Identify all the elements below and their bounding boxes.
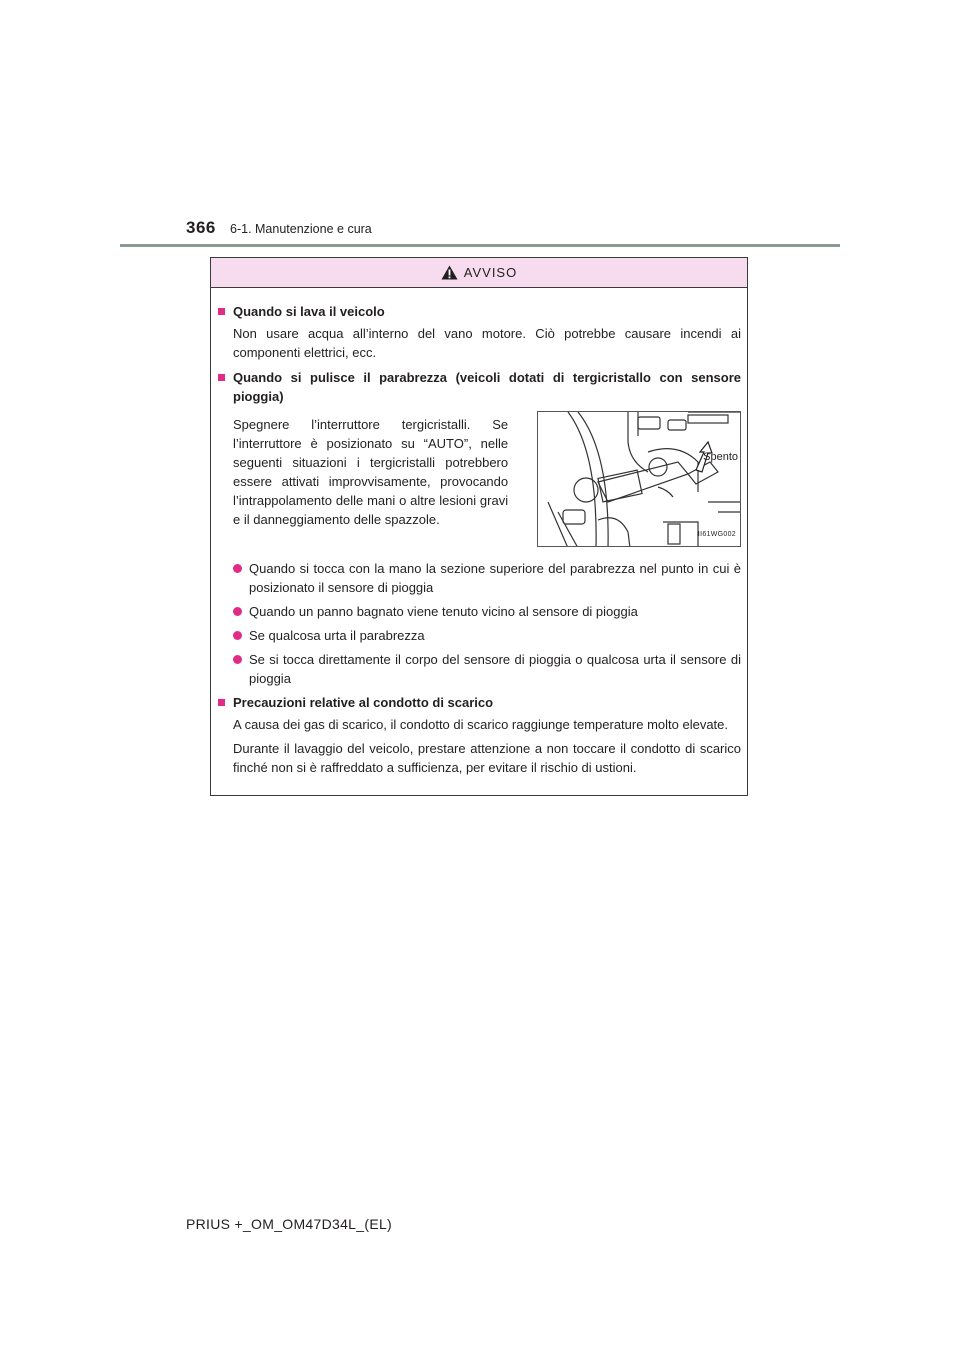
list-item-text: Se qualcosa urta il parabrezza [249,628,425,643]
round-bullet-icon [233,655,242,664]
list-item-text: Quando un panno bagnato viene tenuto vicino al sensore di pioggia [249,604,638,619]
figure-code: II61WG002 [697,531,736,538]
square-bullet-icon [218,699,225,706]
list-item [233,602,741,621]
list-item-text: Quando si tocca con la mano la sezione superiore del parabrezza nel punto in cui è posizionato il sensore di pioggia [249,561,741,595]
heading-text: Precauzioni relative al condotto di scarico [233,695,494,710]
list-item-text: Se si tocca direttamente il corpo del sensore di pioggia o qualcosa urta il sensore di pioggia [249,652,741,686]
warning-body [211,288,747,777]
warning-triangle-icon [441,265,458,280]
paragraph-exhaust-1: A causa dei gas di scarico, il condotto di scarico raggiunge temperature molto elevate. [233,717,728,732]
paragraph-washing: Non usare acqua all’interno del vano motore. Ciò potrebbe causare incendi ai componenti elettrici, ecc. [233,326,741,360]
warning-box [210,257,748,796]
section-heading-exhaust [217,693,741,712]
page-number: 366 [186,218,216,237]
square-bullet-icon [218,308,225,315]
list-item [233,650,741,688]
warning-header [211,258,747,288]
square-bullet-icon [218,374,225,381]
paragraph-wiper-switch: Spegnere l’interruttore tergicristalli. Se l’interruttore è posizionato su “AUTO”, nelle seguenti situazioni i tergicristalli potrebbero essere attivati improvvisamente, provocando l’intrappolamento delle mani o altre lesioni gravi e il danneggiamento delle spazzole. [233,417,509,527]
warning-title: AVVISO [463,265,518,280]
round-bullet-icon [233,631,242,640]
figure-label-off: Spento [703,451,738,463]
list-item [233,626,741,645]
list-item [233,559,741,597]
round-bullet-icon [233,607,242,616]
wiper-switch-illustration [537,411,741,547]
wiper-row [233,411,741,547]
heading-text: Quando si lava il veicolo [233,304,385,319]
section-title: 6-1. Manutenzione e cura [230,222,372,236]
heading-text: Quando si pulisce il parabrezza (veicoli dotati di tergicristallo con sensore pioggia) [233,370,741,404]
paragraph-exhaust-2: Durante il lavaggio del veicolo, prestare attenzione a non toccare il condotto di scarico finché non si è raffreddato a sufficienza, per evitare il rischio di ustioni. [233,741,741,775]
header-rule [120,244,840,247]
section-heading-washing [217,302,741,321]
round-bullet-icon [233,564,242,573]
section-heading-windshield [217,368,741,406]
footer-document-code: PRIUS +_OM_OM47D34L_(EL) [186,1216,393,1232]
